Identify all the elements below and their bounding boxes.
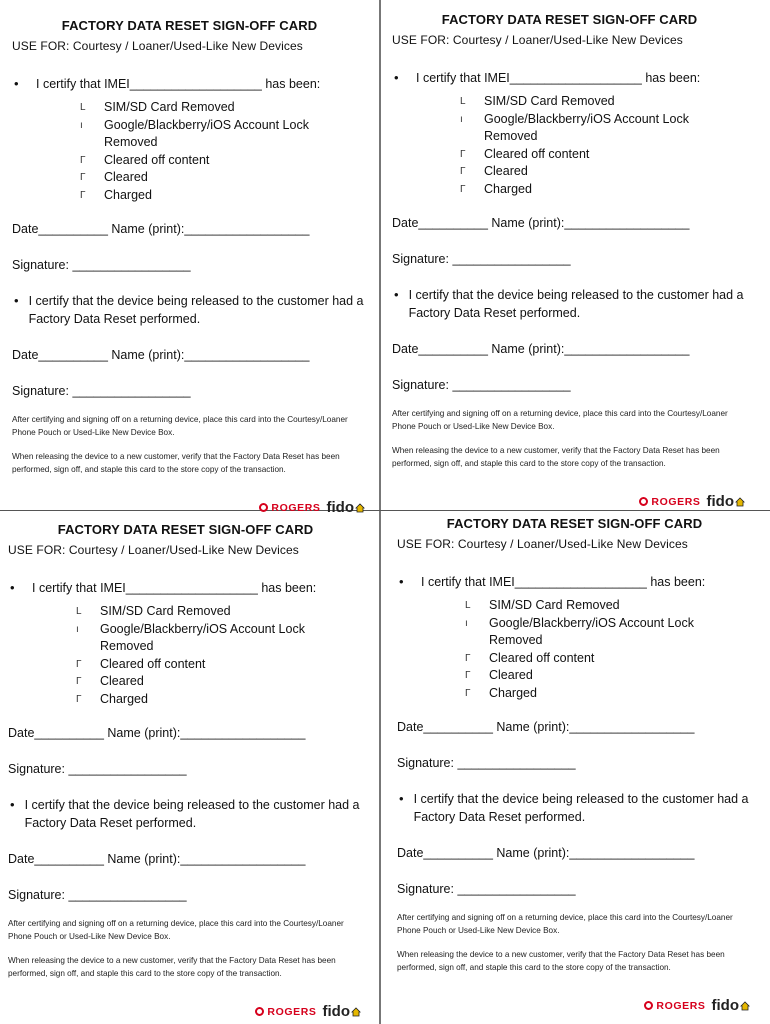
rogers-mark-icon bbox=[255, 1007, 264, 1016]
checklist-label: Charged bbox=[489, 685, 537, 700]
bullet-icon: • bbox=[394, 70, 399, 85]
release-certify-item bbox=[392, 286, 747, 322]
checkbox-icon[interactable]: Γ bbox=[460, 166, 466, 177]
card-title: FACTORY DATA RESET SIGN-OFF CARD bbox=[446, 516, 703, 531]
checklist-label: Google/Blackberry/iOS Account Lock bbox=[484, 111, 689, 126]
reset-checklist bbox=[460, 93, 747, 198]
checklist-label: Cleared bbox=[484, 164, 528, 178]
rogers-mark-icon bbox=[644, 1001, 653, 1010]
date-name-field[interactable]: Date__________ Name (print):__________________ bbox=[397, 720, 695, 734]
checklist-label: Removed bbox=[104, 135, 158, 149]
imei-certify-item bbox=[8, 579, 363, 597]
checkbox-icon[interactable]: ı bbox=[465, 617, 468, 629]
rogers-wordmark: ROGERS bbox=[267, 1005, 317, 1018]
returning-device-note: After certifying and signing off on a returning device, place this card into the Courtesy/Loaner Phone Pouch or Used-Like New Device Box. bbox=[397, 913, 733, 935]
signature-field[interactable]: Signature: _________________ bbox=[392, 378, 571, 392]
reset-card-bottom-right bbox=[397, 516, 752, 1016]
imei-certify-text[interactable]: I certify that IMEI___________________ has been: bbox=[32, 581, 317, 595]
bullet-icon: • bbox=[10, 580, 15, 595]
fido-logo bbox=[327, 499, 366, 516]
imei-certify-item bbox=[397, 573, 752, 591]
card-title: FACTORY DATA RESET SIGN-OFF CARD bbox=[441, 12, 698, 27]
reset-checklist bbox=[76, 603, 363, 708]
checklist-item[interactable] bbox=[460, 146, 747, 164]
checklist-item[interactable] bbox=[80, 117, 367, 135]
checkbox-icon[interactable]: Γ bbox=[80, 154, 86, 166]
signature-field[interactable]: Signature: _________________ bbox=[397, 882, 576, 896]
checkbox-icon[interactable]: L bbox=[465, 600, 471, 611]
use-for-line: USE FOR: Courtesy / Loaner/Used-Like New Devices bbox=[392, 33, 683, 47]
imei-certify-text[interactable]: I certify that IMEI___________________ has been: bbox=[416, 71, 701, 85]
checkbox-icon[interactable]: L bbox=[80, 102, 86, 113]
brand-logos bbox=[639, 493, 745, 510]
date-name-field[interactable]: Date__________ Name (print):__________________ bbox=[397, 846, 695, 860]
rogers-wordmark: ROGERS bbox=[651, 495, 701, 508]
checklist-label: Cleared bbox=[100, 674, 144, 688]
fido-logo bbox=[323, 1003, 362, 1020]
signature-field[interactable]: Signature: _________________ bbox=[12, 384, 191, 398]
house-icon bbox=[740, 1001, 750, 1011]
checklist-item[interactable] bbox=[80, 152, 367, 170]
checklist-label: Google/Blackberry/iOS Account Lock bbox=[100, 621, 305, 636]
signature-field[interactable]: Signature: _________________ bbox=[8, 888, 187, 902]
release-certify-text: I certify that the device being released to the customer had a Factory Data Reset performed. bbox=[28, 294, 364, 326]
rogers-wordmark: ROGERS bbox=[271, 501, 321, 514]
checkbox-icon[interactable]: Γ bbox=[76, 658, 82, 670]
rogers-logo bbox=[259, 502, 320, 514]
checklist-label: Cleared off content bbox=[489, 650, 595, 665]
checklist-item[interactable] bbox=[465, 685, 752, 703]
date-name-field[interactable]: Date__________ Name (print):__________________ bbox=[12, 222, 310, 236]
checkbox-icon[interactable]: Γ bbox=[460, 183, 466, 195]
checklist-item[interactable] bbox=[80, 187, 367, 205]
checkbox-icon[interactable]: Γ bbox=[465, 670, 471, 681]
releasing-device-note: When releasing the device to a new customer, verify that the Factory Data Reset has been performed, sign off, and staple this card to the store copy of the transaction. bbox=[397, 950, 725, 972]
checklist-label: SIM/SD Card Removed bbox=[484, 94, 615, 108]
checkbox-icon[interactable]: ı bbox=[80, 119, 83, 131]
fido-wordmark: fido bbox=[322, 1003, 350, 1020]
date-name-field[interactable]: Date__________ Name (print):__________________ bbox=[392, 216, 690, 230]
checklist-label: Cleared bbox=[104, 170, 148, 184]
rogers-logo bbox=[255, 1006, 316, 1018]
checklist-label: Cleared off content bbox=[484, 146, 590, 161]
checkbox-icon[interactable]: Γ bbox=[80, 189, 86, 201]
release-certify-text: I certify that the device being released to the customer had a Factory Data Reset performed. bbox=[408, 288, 744, 320]
checklist-item[interactable] bbox=[80, 169, 367, 187]
brand-logos bbox=[259, 499, 365, 516]
bullet-icon: • bbox=[10, 797, 15, 812]
fido-logo bbox=[707, 493, 746, 510]
rogers-mark-icon bbox=[639, 497, 648, 506]
reset-checklist bbox=[465, 597, 752, 702]
returning-device-note: After certifying and signing off on a returning device, place this card into the Courtesy/Loaner Phone Pouch or Used-Like New Device Box. bbox=[392, 409, 728, 431]
checklist-item[interactable] bbox=[465, 650, 752, 668]
reset-card-top-left bbox=[12, 18, 367, 518]
use-for-line: USE FOR: Courtesy / Loaner/Used-Like New Devices bbox=[397, 537, 688, 551]
checkbox-icon[interactable]: Γ bbox=[76, 693, 82, 705]
bullet-icon: • bbox=[399, 574, 404, 589]
imei-certify-item bbox=[392, 69, 747, 87]
checklist-label-continuation bbox=[76, 638, 363, 656]
checklist-label: Removed bbox=[489, 633, 543, 647]
checklist-item[interactable] bbox=[465, 597, 752, 615]
checklist-label: Google/Blackberry/iOS Account Lock bbox=[104, 117, 309, 132]
checklist-label: Charged bbox=[100, 691, 148, 706]
house-icon bbox=[351, 1007, 361, 1017]
checklist-item[interactable] bbox=[465, 615, 752, 633]
brand-logos bbox=[255, 1003, 361, 1020]
checklist-label: Cleared bbox=[489, 668, 533, 682]
date-name-field[interactable]: Date__________ Name (print):__________________ bbox=[8, 852, 306, 866]
checklist-item[interactable] bbox=[80, 99, 367, 117]
checklist-item[interactable] bbox=[460, 181, 747, 199]
checkbox-icon[interactable]: Γ bbox=[465, 652, 471, 664]
release-certify-item bbox=[8, 796, 363, 832]
use-for-line: USE FOR: Courtesy / Loaner/Used-Like New Devices bbox=[8, 543, 299, 557]
card-title: FACTORY DATA RESET SIGN-OFF CARD bbox=[61, 18, 318, 33]
use-for-line: USE FOR: Courtesy / Loaner/Used-Like New Devices bbox=[12, 39, 303, 53]
signature-field[interactable]: Signature: _________________ bbox=[8, 762, 187, 776]
checklist-item[interactable] bbox=[460, 163, 747, 181]
bullet-icon: • bbox=[394, 287, 399, 302]
checklist-label: Google/Blackberry/iOS Account Lock bbox=[489, 615, 694, 630]
checklist-label: Charged bbox=[484, 181, 532, 196]
checklist-item[interactable] bbox=[460, 111, 747, 129]
checklist-label: Removed bbox=[484, 129, 538, 143]
checklist-item[interactable] bbox=[76, 603, 363, 621]
house-icon bbox=[355, 503, 365, 513]
imei-certify-item bbox=[12, 75, 367, 93]
brand-logos bbox=[644, 997, 750, 1014]
release-certify-text: I certify that the device being released to the customer had a Factory Data Reset performed. bbox=[24, 798, 360, 830]
bullet-icon: • bbox=[14, 293, 19, 308]
bullet-icon: • bbox=[399, 791, 404, 806]
signature-field[interactable]: Signature: _________________ bbox=[397, 756, 576, 770]
returning-device-note: After certifying and signing off on a returning device, place this card into the Courtesy/Loaner Phone Pouch or Used-Like New Device Box. bbox=[8, 919, 344, 941]
card-title: FACTORY DATA RESET SIGN-OFF CARD bbox=[57, 522, 314, 537]
imei-certify-text[interactable]: I certify that IMEI___________________ has been: bbox=[421, 575, 706, 589]
checklist-label: SIM/SD Card Removed bbox=[100, 604, 231, 618]
releasing-device-note: When releasing the device to a new customer, verify that the Factory Data Reset has been performed, sign off, and staple this card to the store copy of the transaction. bbox=[12, 452, 340, 474]
checklist-label: Removed bbox=[100, 639, 154, 653]
checkbox-icon[interactable]: Γ bbox=[460, 148, 466, 160]
releasing-device-note: When releasing the device to a new customer, verify that the Factory Data Reset has been performed, sign off, and staple this card to the store copy of the transaction. bbox=[8, 956, 336, 978]
date-name-field[interactable]: Date__________ Name (print):__________________ bbox=[12, 348, 310, 362]
rogers-logo bbox=[639, 496, 700, 508]
rogers-mark-icon bbox=[259, 503, 268, 512]
reset-card-top-right bbox=[392, 12, 747, 512]
release-certify-item bbox=[397, 790, 752, 826]
checklist-label: SIM/SD Card Removed bbox=[489, 598, 620, 612]
checkbox-icon[interactable]: ı bbox=[460, 113, 463, 125]
checklist-label: SIM/SD Card Removed bbox=[104, 100, 235, 114]
reset-checklist bbox=[80, 99, 367, 204]
rogers-logo bbox=[644, 1000, 705, 1012]
checkbox-icon[interactable]: Γ bbox=[465, 687, 471, 699]
fido-logo bbox=[712, 997, 751, 1014]
returning-device-note: After certifying and signing off on a returning device, place this card into the Courtesy/Loaner Phone Pouch or Used-Like New Device Box. bbox=[12, 415, 348, 437]
date-name-field[interactable]: Date__________ Name (print):__________________ bbox=[392, 342, 690, 356]
signature-field[interactable]: Signature: _________________ bbox=[12, 258, 191, 272]
vertical-cut-line bbox=[379, 0, 381, 1024]
signature-field[interactable]: Signature: _________________ bbox=[392, 252, 571, 266]
checkbox-icon[interactable]: Γ bbox=[76, 676, 82, 687]
house-icon bbox=[735, 497, 745, 507]
checklist-label: Cleared off content bbox=[104, 152, 210, 167]
checklist-label: Cleared off content bbox=[100, 656, 206, 671]
bullet-icon: • bbox=[14, 76, 19, 91]
checkbox-icon[interactable]: L bbox=[76, 606, 82, 617]
release-certify-item bbox=[12, 292, 367, 328]
checklist-label-continuation bbox=[460, 128, 747, 146]
checkbox-icon[interactable]: L bbox=[460, 96, 466, 107]
checklist-label: Charged bbox=[104, 187, 152, 202]
date-name-field[interactable]: Date__________ Name (print):__________________ bbox=[8, 726, 306, 740]
reset-card-bottom-left bbox=[8, 522, 363, 1022]
checkbox-icon[interactable]: ı bbox=[76, 623, 79, 635]
rogers-wordmark: ROGERS bbox=[656, 999, 706, 1012]
checklist-item[interactable] bbox=[465, 667, 752, 685]
fido-wordmark: fido bbox=[326, 499, 354, 516]
imei-certify-text[interactable]: I certify that IMEI___________________ has been: bbox=[36, 77, 321, 91]
releasing-device-note: When releasing the device to a new customer, verify that the Factory Data Reset has been performed, sign off, and staple this card to the store copy of the transaction. bbox=[392, 446, 720, 468]
release-certify-text: I certify that the device being released to the customer had a Factory Data Reset performed. bbox=[413, 792, 749, 824]
checkbox-icon[interactable]: Γ bbox=[80, 172, 86, 183]
checklist-item[interactable] bbox=[460, 93, 747, 111]
checklist-item[interactable] bbox=[76, 656, 363, 674]
checklist-item[interactable] bbox=[76, 673, 363, 691]
fido-wordmark: fido bbox=[706, 493, 734, 510]
checklist-label-continuation bbox=[80, 134, 367, 152]
checklist-label-continuation bbox=[465, 632, 752, 650]
checklist-item[interactable] bbox=[76, 691, 363, 709]
checklist-item[interactable] bbox=[76, 621, 363, 639]
fido-wordmark: fido bbox=[711, 997, 739, 1014]
